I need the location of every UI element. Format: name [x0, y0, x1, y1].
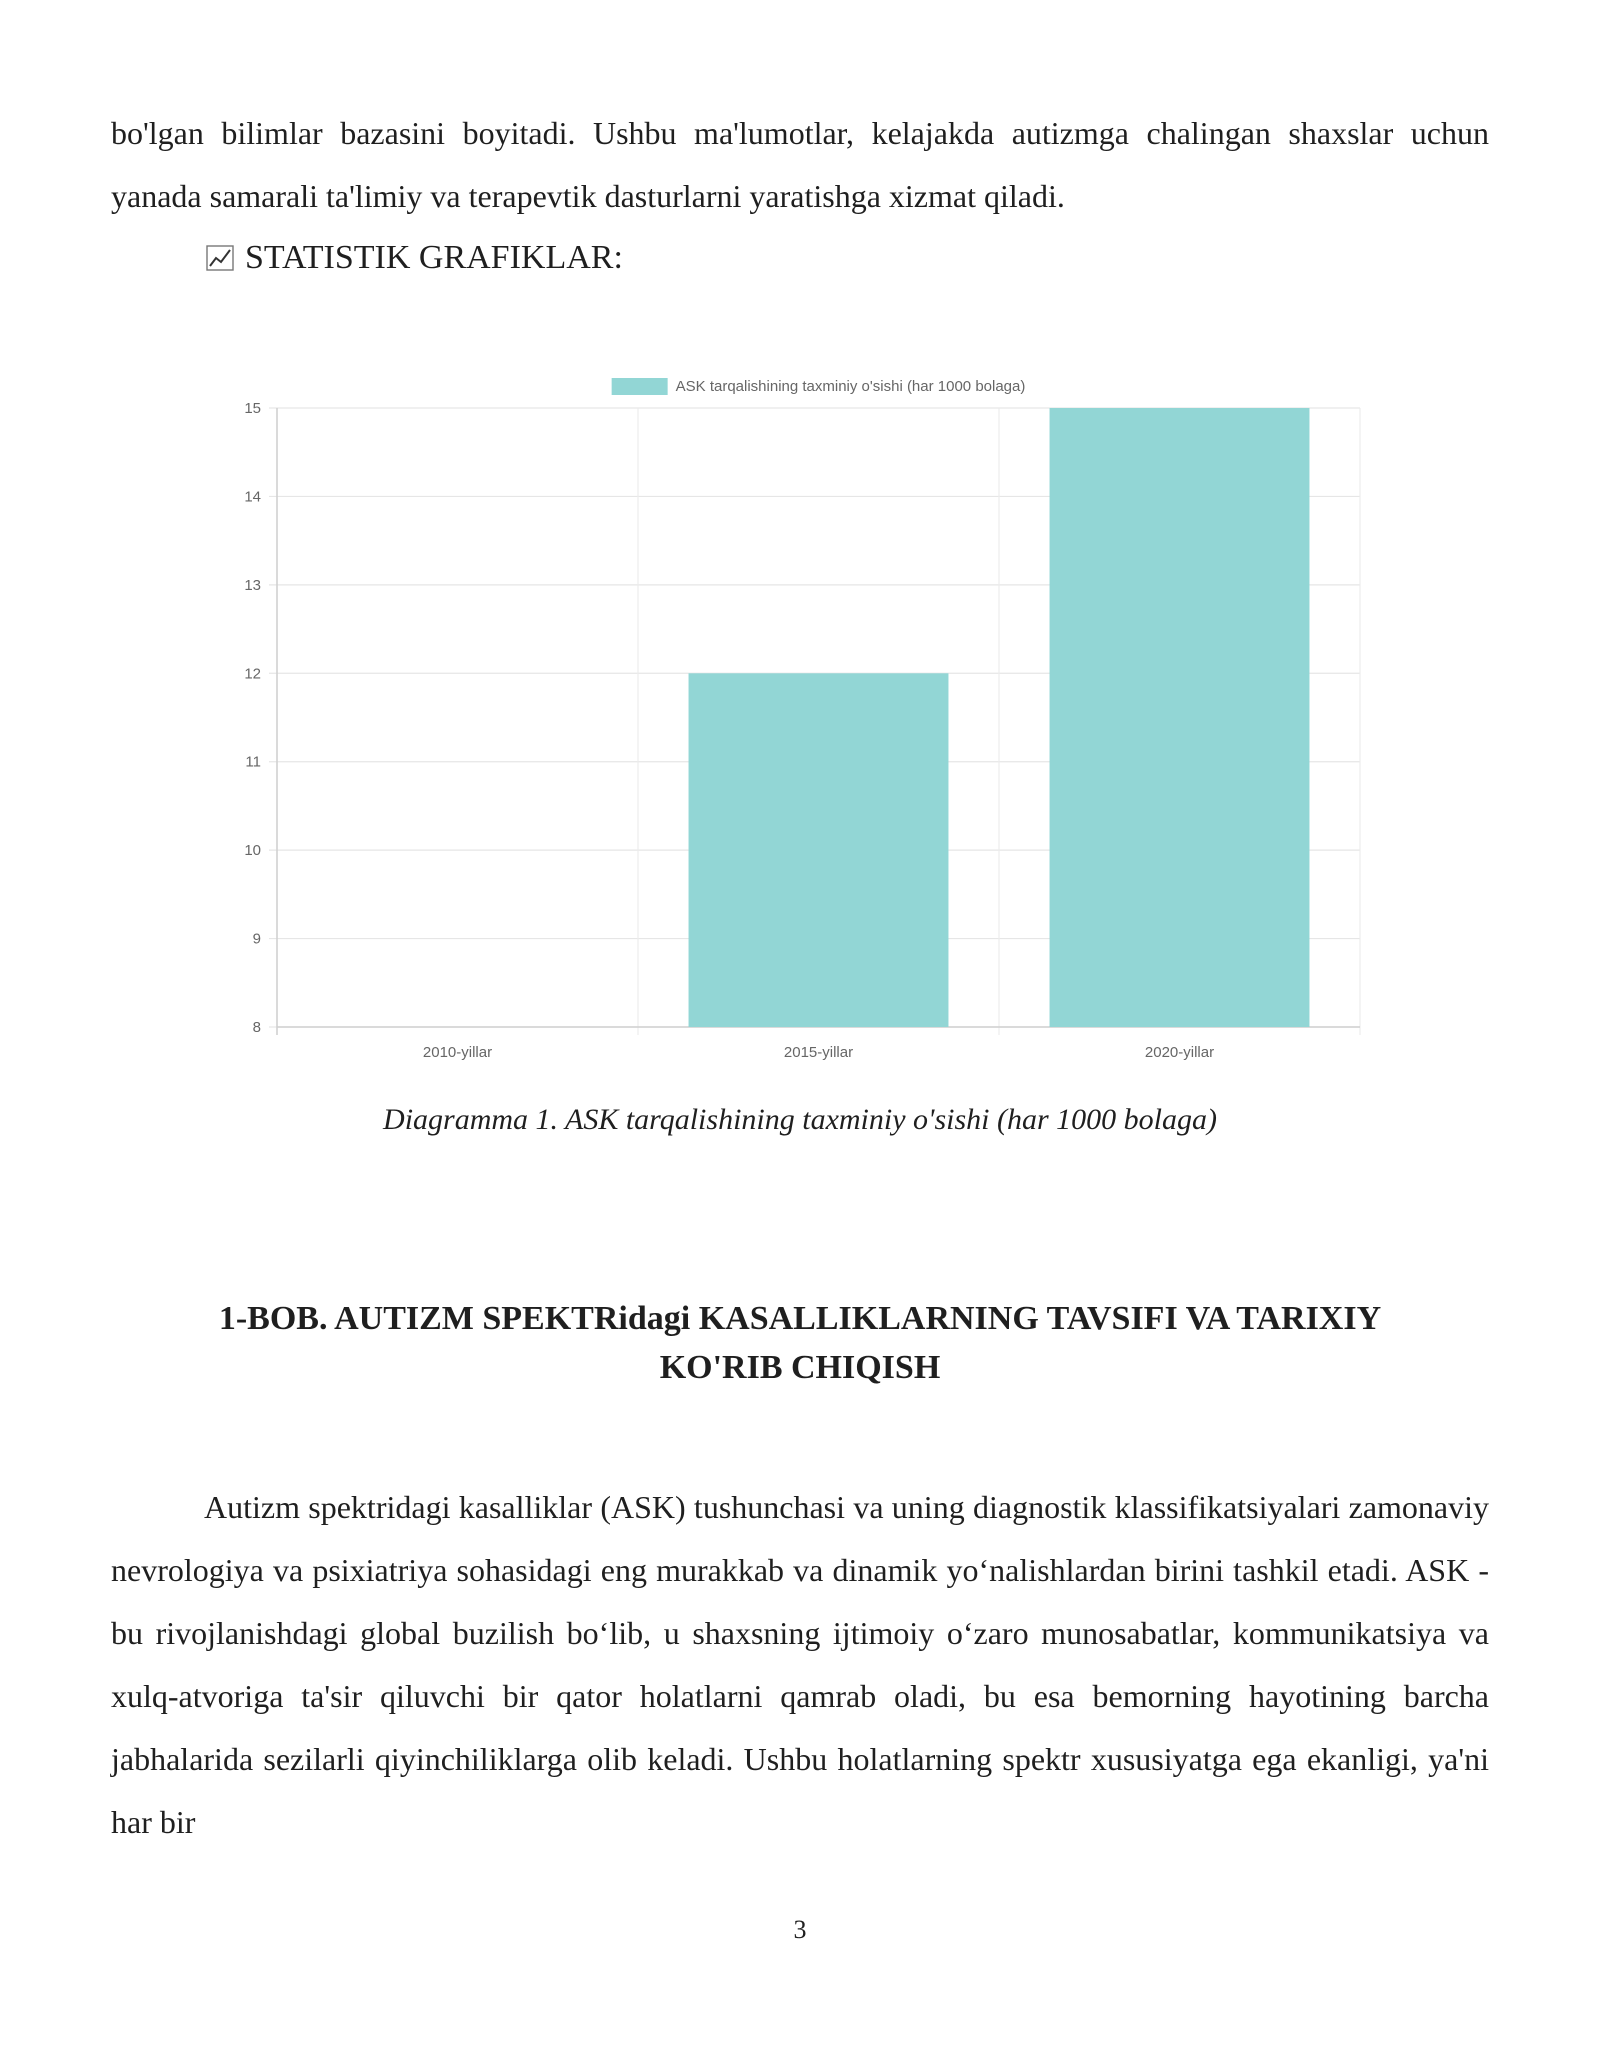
y-tick-label: 10	[244, 842, 261, 860]
bar-2020-yillar	[1050, 408, 1310, 1027]
y-tick-label: 12	[244, 665, 261, 683]
legend-label: ASK tarqalishining taxminiy o'sishi (har 1000 bolaga)	[675, 378, 1026, 395]
chart-caption: Diagramma 1. ASK tarqalishining taxminiy o'sishi (har 1000 bolaga)	[383, 1103, 1217, 1136]
y-tick-label: 14	[244, 488, 261, 506]
x-tick-label: 2015-yillar	[783, 1044, 854, 1061]
y-tick-label: 11	[245, 753, 261, 771]
intro-paragraph: bo'lgan bilimlar bazasini boyitadi. Ushbu ma'lumotlar, kelajakda autizmga chalingan shaxslar uchun yanada samarali ta'limiy va terapevtik dasturlarni yaratishga xizmat qiladi.	[111, 115, 1489, 214]
y-tick-label: 9	[252, 930, 261, 948]
y-tick-label: 13	[244, 576, 261, 594]
x-tick-label: 2020-yillar	[1144, 1044, 1215, 1061]
bar-chart	[215, 365, 1395, 1075]
y-tick-label: 8	[252, 1019, 261, 1036]
legend-swatch	[612, 378, 668, 395]
chapter-title-line-2: KO'RIB CHIQISH	[659, 1349, 941, 1386]
page-number: 3	[793, 1915, 807, 1944]
body-paragraph: Autizm spektridagi kasalliklar (ASK) tushunchasi va uning diagnostik klassifikatsiyalari zamonaviy nevrologiya va psixiatriya sohasidagi eng murakkab va dinamik yo‘nalishlardan birini tashkil etadi. ASK - bu rivojlanishdagi global buzilish bo‘lib, u shaxsning ijtimoiy o‘zaro munosabatlar, kommunikatsiya va xulq-atvoriga ta'sir qiluvchi bir qator holatlarni qamrab oladi, bu esa bemorning hayotining barcha jabhalarida sezilarli qiyinchiliklarga olib keladi. Ushbu holatlarning spektr xususiyatga ega ekanligi, ya'ni har bir	[111, 1489, 1489, 1840]
bar-chart-svg	[215, 365, 1395, 1075]
chart-increasing-icon	[205, 243, 235, 273]
x-tick-label: 2010-yillar	[422, 1044, 493, 1061]
chapter-title	[120, 1294, 1480, 1392]
chapter-title-line-1: 1-BOB. AUTIZM SPEKTRidagi KASALLIKLARNING TAVSIFI VA TARIXIY	[218, 1300, 1382, 1337]
bar-2015-yillar	[689, 673, 949, 1027]
statistics-heading-label: STATISTIK GRAFIKLAR:	[245, 239, 623, 276]
statistics-heading	[205, 228, 623, 288]
y-tick-label: 15	[244, 400, 261, 417]
